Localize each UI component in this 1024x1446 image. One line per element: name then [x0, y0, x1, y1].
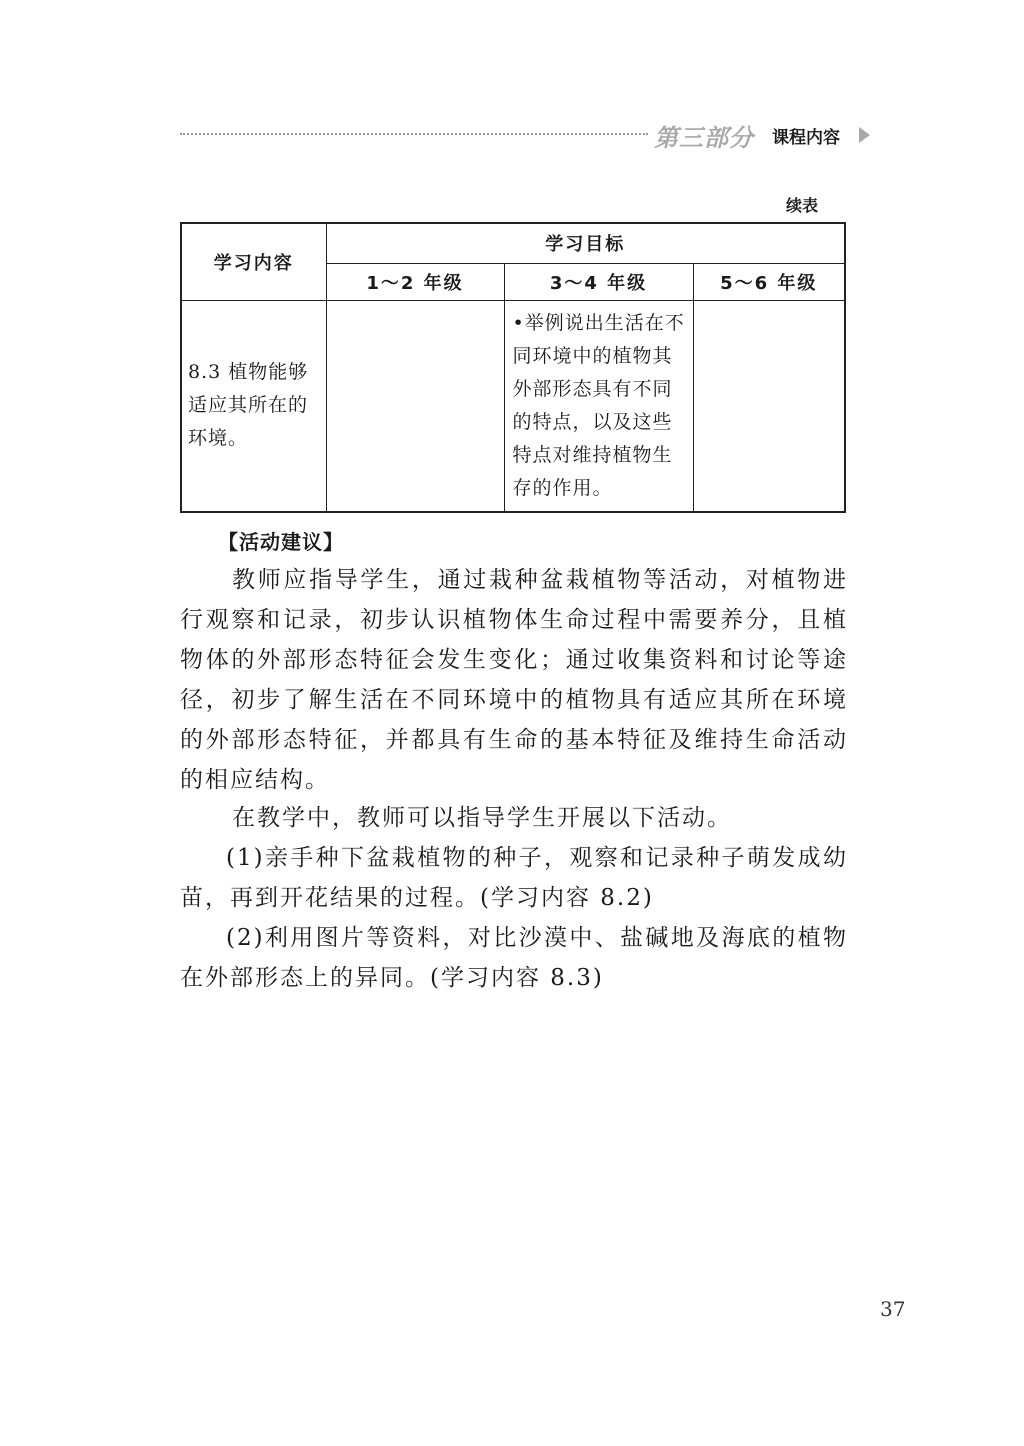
column-header-grade-5-6: 5～6 年级 [693, 263, 845, 300]
table-continued-note: 续表 [786, 196, 819, 215]
paragraph-activities-intro: 在教学中，教师可以指导学生开展以下活动。 [232, 805, 732, 831]
page-number: 37 [880, 1297, 906, 1321]
paragraph-activity-2: (2)利用图片等资料，对比沙漠中、盐碱地及海底的植物在外部形态上的异同。(学习内容 8.3) [180, 925, 848, 991]
header-triangle-icon [859, 127, 870, 143]
header-dotted-rule [180, 133, 648, 135]
paragraph-teacher-guidance: 教师应指导学生，通过栽种盆栽植物等活动，对植物进行观察和记录，初步认识植物体生命过程中需要养分，且植物体的外部形态特征会发生变化；通过收集资料和讨论等途径，初步了解生活在不同环境中的植物具有适应其所在环境的外部形态特征，并都具有生命的基本特征及维持生命活动的相应结构。 [180, 567, 848, 793]
table-row [181, 300, 845, 512]
paragraph-activity-1: (1)亲手种下盆栽植物的种子，观察和记录种子萌发成幼苗，再到开花结果的过程。(学习内容 8.2) [180, 845, 848, 911]
section-heading: 【活动建议】 [218, 530, 344, 554]
learning-goals-table [180, 222, 846, 513]
column-header-grade-3-4: 3～4 年级 [504, 263, 693, 300]
column-header-grade-1-2: 1～2 年级 [326, 263, 504, 300]
cell-goal-grade-1-2 [326, 300, 504, 512]
cell-goal-grade-5-6 [693, 300, 845, 512]
header-part-label: 第三部分 [654, 123, 754, 152]
column-header-goals: 学习目标 [326, 223, 845, 263]
header-section-title: 课程内容 [772, 128, 840, 148]
column-header-content: 学习内容 [181, 223, 326, 300]
cell-learning-content: 8.3 植物能够适应其所在的环境。 [181, 300, 326, 512]
cell-goal-grade-3-4: •举例说出生活在不同环境中的植物其外部形态具有不同的特点，以及这些特点对维持植物生存的作用。 [504, 300, 693, 512]
